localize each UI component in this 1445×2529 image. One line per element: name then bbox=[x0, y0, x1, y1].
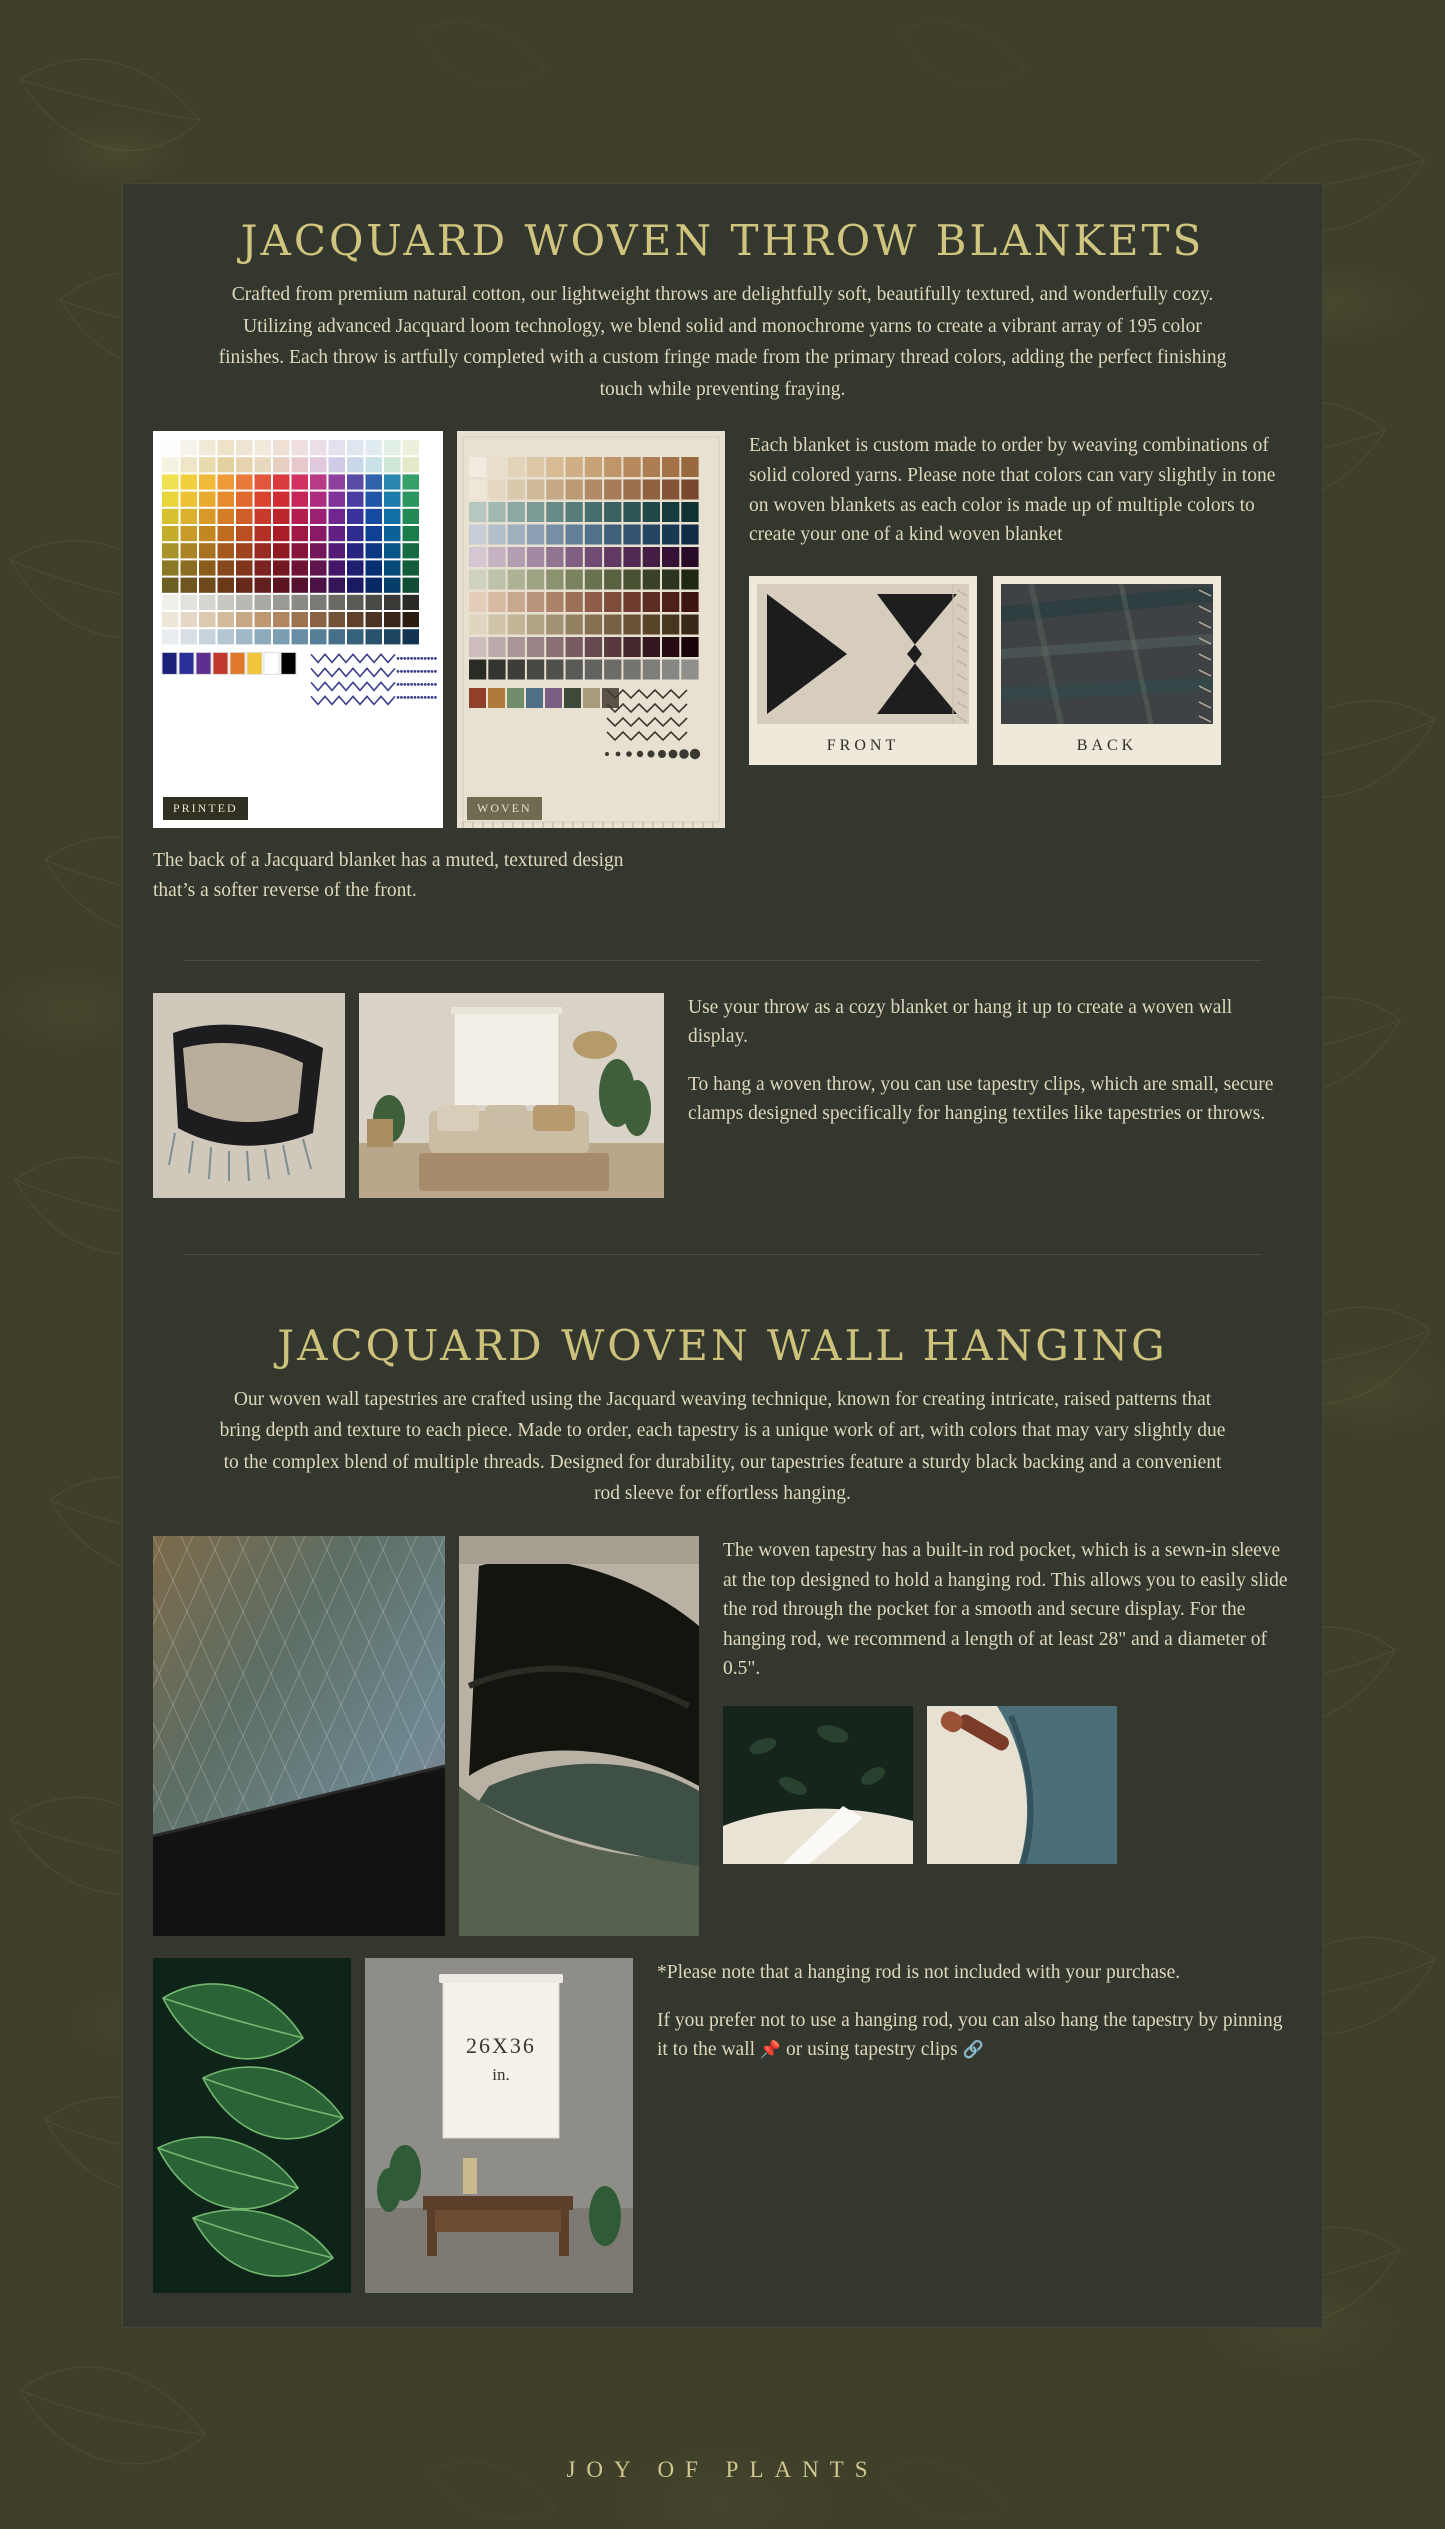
woven-label: WOVEN bbox=[467, 797, 542, 820]
footer-brand: JOY OF PLANTS bbox=[566, 2457, 879, 2482]
poster-size-text: 26X36 bbox=[466, 2032, 536, 2058]
section3-note-1: *Please note that a hanging rod is not included with your purchase. bbox=[657, 1961, 1181, 1983]
back-photo-card bbox=[993, 576, 1221, 765]
section1-title: JACQUARD WOVEN THROW BLANKETS bbox=[240, 216, 1205, 265]
folded-throw-photo bbox=[153, 993, 345, 1198]
front-photo-card bbox=[749, 576, 977, 765]
section3-title: JACQUARD WOVEN WALL HANGING bbox=[277, 1320, 1168, 1370]
section3-note-2 bbox=[657, 2006, 1292, 2065]
rod-pocket-photo bbox=[723, 1706, 913, 1864]
content-panel bbox=[122, 183, 1323, 2328]
woven-swatch-chart bbox=[457, 431, 725, 828]
printed-swatch-grid bbox=[153, 431, 443, 828]
living-room-photo bbox=[359, 993, 664, 1198]
tapestry-black-back-photo bbox=[459, 1536, 699, 1936]
front-blanket-photo bbox=[757, 584, 969, 724]
section1-back-note: The back of a Jacquard blanket has a muted, textured design that’s a softer reverse of the front. bbox=[153, 850, 624, 901]
section3-note-2-text: If you prefer not to use a hanging rod, you can also hang the tapestry by pinning it to the wall bbox=[657, 2009, 1283, 2061]
rod-inserted-photo bbox=[927, 1706, 1117, 1864]
section-usage bbox=[123, 987, 1322, 1228]
section-throw-blankets bbox=[123, 184, 1322, 934]
throw-detail-photo bbox=[153, 993, 345, 1198]
back-blanket-photo bbox=[1001, 584, 1213, 724]
room-poster-mockup bbox=[365, 1958, 633, 2293]
tapestry-closeup-photo bbox=[153, 1536, 445, 1936]
section2-text-2: To hang a woven throw, you can use tapestry clips, which are small, secure clamps designed specifically for hanging textiles like tapestries or throws. bbox=[688, 1073, 1274, 1125]
front-caption: FRONT bbox=[826, 736, 900, 754]
tapestry-backing-photo bbox=[459, 1536, 699, 1936]
leaf-tapestry-photo bbox=[153, 1958, 351, 2293]
divider-1 bbox=[183, 960, 1262, 961]
printed-swatch-chart bbox=[153, 431, 443, 828]
section3-note-2b-text: or using tapestry clips bbox=[785, 2039, 958, 2061]
green-leaf-pattern-photo bbox=[153, 1958, 351, 2293]
section1-intro: Crafted from premium natural cotton, our lightweight throws are delightfully soft, beautifully textured, and wonderfully cozy. Utilizing advanced Jacquard loom technology, we blend solid and monochrome yarns to create a vibrant array of 195 color finishes. Each throw is artfully completed with a custom fringe made from the primary thread colors, adding the perfect finishing touch while preventing fraying. bbox=[218, 284, 1227, 400]
pushpin-icon: 📌 bbox=[759, 2040, 782, 2060]
woven-swatch-grid bbox=[457, 431, 725, 828]
hanging-rod-detail-photo bbox=[927, 1706, 1117, 1864]
section-wall-hanging bbox=[123, 1281, 1322, 2327]
section2-text-1: Use your throw as a cozy blanket or hang it up to create a woven wall display. bbox=[688, 996, 1233, 1048]
tapestry-grid-closeup bbox=[153, 1536, 445, 1936]
section3-side-text: The woven tapestry has a built-in rod pocket, which is a sewn-in sleeve at the top designed to hold a hanging rod. This allows you to easily slide the rod through the pocket for a smooth and secure display. For the hanging rod, we recommend a length of at least 28" and a diameter of 0.5". bbox=[723, 1539, 1288, 1680]
section1-side-text: Each blanket is custom made to order by weaving combinations of solid colored yarns. Please note that colors can vary slightly in tone on woven blankets as each color is made up of multiple colors to create your one of a kind woven blanket bbox=[749, 435, 1276, 546]
divider-2 bbox=[183, 1254, 1262, 1255]
poster-mockup-photo bbox=[365, 1958, 633, 2293]
back-caption: BACK bbox=[1076, 736, 1138, 754]
printed-label: PRINTED bbox=[163, 797, 248, 820]
rod-pocket-detail-photo bbox=[723, 1706, 913, 1864]
poster-unit-text: in. bbox=[492, 2064, 510, 2084]
section3-intro: Our woven wall tapestries are crafted using the Jacquard weaving technique, known for creating intricate, raised patterns that bring depth and texture to each piece. Made to order, each tapestry is a unique work of art, with colors that may vary slightly due to the complex blend of multiple threads. Designed for durability, our tapestries feature a sturdy black backing and a convenient rod sleeve for effortless hanging. bbox=[219, 1388, 1226, 1505]
wall-display-photo bbox=[359, 993, 664, 1198]
clip-icon: 🔗 bbox=[962, 2040, 984, 2060]
